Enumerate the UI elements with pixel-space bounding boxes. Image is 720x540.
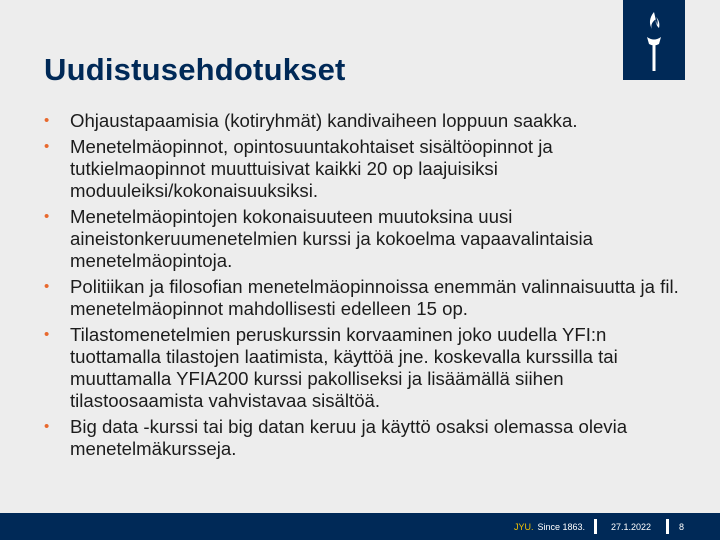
bullet-dot-icon: • xyxy=(44,418,50,435)
list-item xyxy=(44,136,684,202)
list-item-text: Ohjaustapaamisia (kotiryhmät) kandivaiheen loppuun saakka. xyxy=(70,110,578,131)
footer-page-number: 8 xyxy=(679,522,685,532)
footer-brand-since: Since 1863. xyxy=(537,522,586,532)
bullet-dot-icon: • xyxy=(44,112,50,129)
page-title: Uudistusehdotukset xyxy=(44,52,346,87)
footer-date: 27.1.2022 xyxy=(611,522,652,532)
list-item xyxy=(44,416,684,460)
bullet-dot-icon: • xyxy=(44,138,50,155)
list-item-text: Tilastomenetelmien peruskurssin korvaaminen joko uudella YFI:n tuottamalla tilastojen laatimista, käyttöä jne. koskevalla kurssilla tai muuttamalla YFIA200 kurssi pakolliseksi ja lisäämällä siihen tilastoosaamista vahvistavaa sisältöä. xyxy=(70,324,618,411)
bullet-dot-icon: • xyxy=(44,326,50,343)
bullet-dot-icon: • xyxy=(44,208,50,225)
bullet-dot-icon: • xyxy=(44,278,50,295)
list-item xyxy=(44,276,684,320)
list-item-text: Menetelmäopintojen kokonaisuuteen muutoksina uusi aineistonkeruumenetelmien kurssi ja kokoelma vapaavalintaisia menetelmäopintoja. xyxy=(70,206,593,271)
torch-logo-icon xyxy=(623,0,685,80)
list-item-text: Big data -kurssi tai big datan keruu ja käyttö osaksi olemassa olevia menetelmäkursseja. xyxy=(70,416,628,459)
list-item xyxy=(44,206,684,272)
list-item xyxy=(44,324,684,412)
list-item xyxy=(44,110,684,132)
footer-brand-jyu: JYU. xyxy=(514,522,534,532)
list-item-text: Menetelmäopinnot, opintosuuntakohtaiset sisältöopinnot ja tutkielmaopinnot muuttuisivat kaikki 20 op laajuisiksi moduuleiksi/kokonaisuuksiksi. xyxy=(70,136,553,201)
list-item-text: Politiikan ja filosofian menetelmäopinnoissa enemmän valinnaisuutta ja fil. menetelmäopinnot mahdollisesti edelleen 15 op. xyxy=(70,276,679,319)
footer-divider xyxy=(666,519,669,534)
footer-divider xyxy=(594,519,597,534)
university-logo xyxy=(623,0,685,80)
bullet-list xyxy=(44,110,684,464)
footer-bar xyxy=(0,513,720,540)
footer-brand xyxy=(514,522,585,532)
